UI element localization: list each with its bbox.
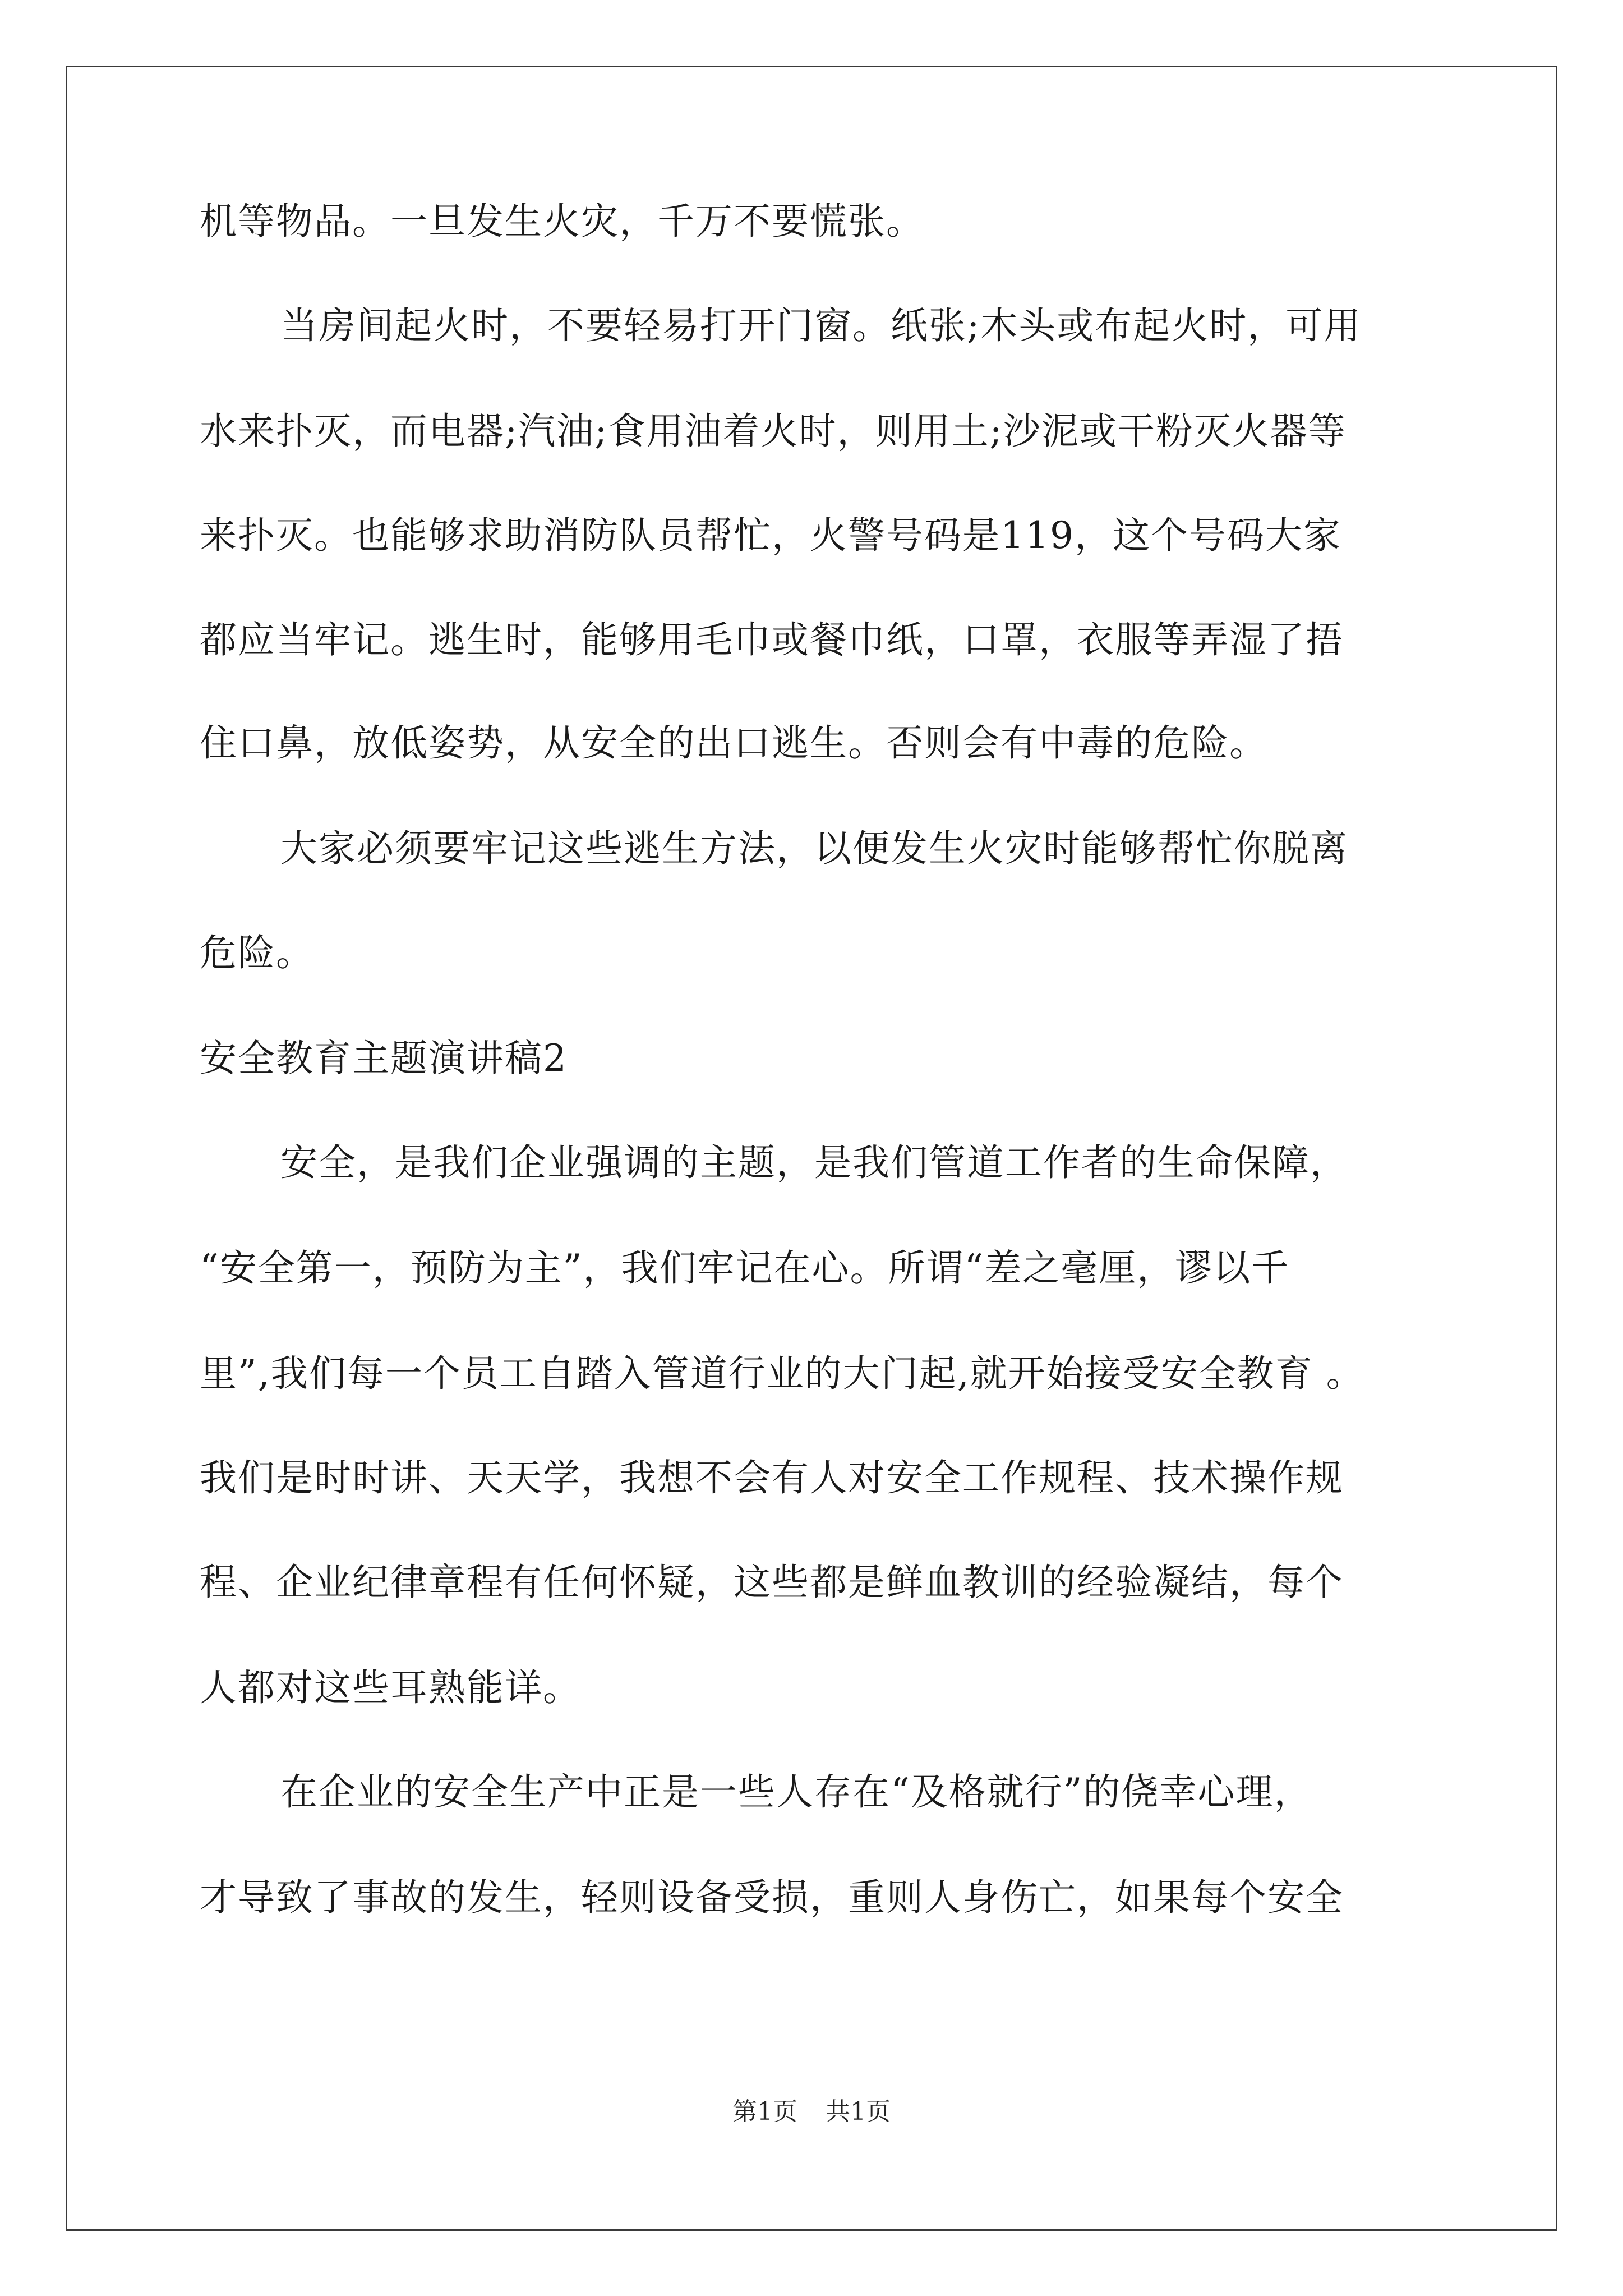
text-line: 里”,我们每一个员工自踏入管道行业的大门起,就开始接受安全教育 。 xyxy=(200,1352,1364,1395)
page-total: 共1页 xyxy=(826,2097,891,2126)
paragraph-first-line: 当房间起火时，不要轻易打开门窗。纸张;木头或布起火时，可用 xyxy=(280,304,1362,347)
paragraph-first-line: 大家必须要牢记这些逃生方法，以便发生火灾时能够帮忙你脱离 xyxy=(280,827,1348,870)
text-line: 水来扑灭，而电器;汽油;食用油着火时，则用土;沙泥或干粉灭火器等 xyxy=(200,409,1347,453)
text-line: “安全第一，预防为主”，我们牢记在心。所谓“差之毫厘，谬以千 xyxy=(200,1246,1290,1290)
text-line: 都应当牢记。逃生时，能够用毛巾或餐巾纸，口罩，衣服等弄湿了捂 xyxy=(200,618,1344,661)
text-line: 我们是时时讲、天天学，我想不会有人对安全工作规程、技术操作规 xyxy=(200,1456,1344,1499)
paragraph-first-line: 在企业的安全生产中正是一些人存在“及格就行”的侥幸心理， xyxy=(280,1770,1312,1814)
paragraph-first-line: 安全，是我们企业强调的主题，是我们管道工作者的生命保障， xyxy=(280,1141,1348,1184)
text-line: 机等物品。一旦发生火灾，千万不要慌张。 xyxy=(200,200,924,243)
page-footer xyxy=(0,2095,1623,2129)
page-number: 第1页 xyxy=(732,2097,797,2126)
text-line: 人都对这些耳熟能详。 xyxy=(200,1666,581,1709)
text-line: 危险。 xyxy=(200,931,314,974)
text-line: 来扑灭。也能够求助消防队员帮忙，火警号码是119，这个号码大家 xyxy=(200,514,1341,557)
section-heading: 安全教育主题演讲稿2 xyxy=(200,1037,568,1080)
text-line: 住口鼻，放低姿势，从安全的出口逃生。否则会有中毒的危险。 xyxy=(200,721,1267,765)
text-line: 才导致了事故的发生，轻则设备受损，重则人身伤亡，如果每个安全 xyxy=(200,1876,1344,1919)
text-line: 程、企业纪律章程有任何怀疑，这些都是鲜血教训的经验凝结，每个 xyxy=(200,1561,1344,1604)
